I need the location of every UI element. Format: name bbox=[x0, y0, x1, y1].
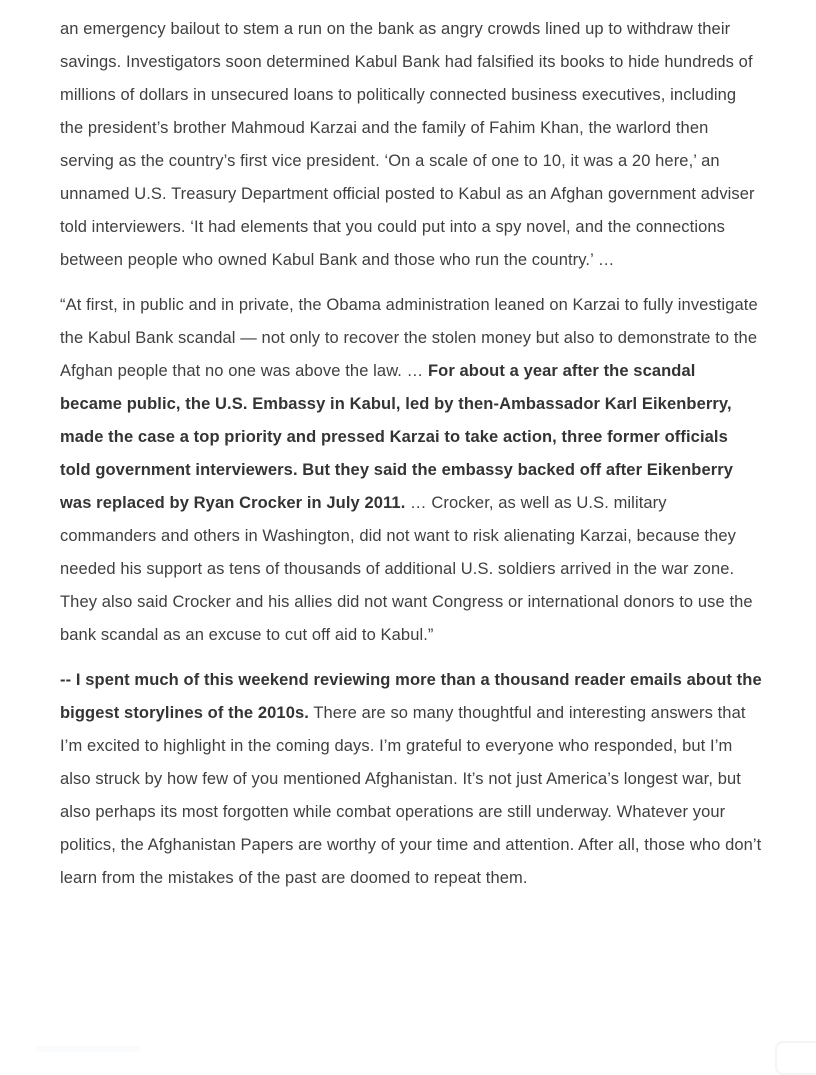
body-text-segment: an emergency bailout to stem a run on the bank as angry crowds lined up to withdraw their savings. Investigators soon determined Kabul Bank had falsified its books to hide hundreds of millions of dollars in unsecured loans to politically connected business executives, including the president’s brother Mahmoud Karzai and the family of Fahim Khan, the warlord then serving as the country’s first vice president. ‘On a scale of one to 10, it was a 20 here,’ an unnamed U.S. Treasury Department official posted to Kabul as an Afghan government adviser told interviewers. ‘It had elements that you could put into a spy novel, and the connections between people who owned Kabul Bank and those who run the country.’ … bbox=[60, 20, 755, 269]
article-body bbox=[60, 13, 762, 907]
body-text-segment: There are so many thoughtful and interesting answers that I’m excited to highlight in the coming days. I’m grateful to everyone who responded, but I’m also struck by how few of you mentioned Afghanistan. It’s not just America’s longest war, but also perhaps its most forgotten while combat operations are still underway. Whatever your politics, the Afghanistan Papers are worthy of your time and attention. After all, those who don’t learn from the mistakes of the past are doomed to repeat them. bbox=[60, 704, 762, 887]
bold-text-segment: -- I spent much of this weekend reviewing more than a thousand reader emails about the biggest storylines of the 2010s. bbox=[60, 671, 762, 722]
cutoff-element-right bbox=[775, 1041, 816, 1075]
bold-text-segment: For about a year after the scandal became public, the U.S. Embassy in Kabul, led by then-Ambassador Karl Eikenberry, made the case a top priority and pressed Karzai to take action, three former officials told government interviewers. But they said the embassy backed off after Eikenberry was replaced by Ryan Crocker in July 2011. bbox=[60, 362, 734, 512]
body-text-segment: “At first, in public and in private, the Obama administration leaned on Karzai to fully investigate the Kabul Bank scandal — not only to recover the stolen money but also to demonstrate to the Afghan people that no one was above the law. … bbox=[60, 296, 758, 380]
cutoff-element-left bbox=[35, 1046, 141, 1052]
paragraph bbox=[60, 13, 762, 277]
paragraph bbox=[60, 664, 762, 895]
body-text-segment: … Crocker, as well as U.S. military commanders and others in Washington, did not want to risk alienating Karzai, because they needed his support as tens of thousands of additional U.S. soldiers arrived in the war zone. They also said Crocker and his allies did not want Congress or international donors to use the bank scandal as an excuse to cut off aid to Kabul.” bbox=[60, 494, 753, 644]
paragraph bbox=[60, 289, 762, 652]
